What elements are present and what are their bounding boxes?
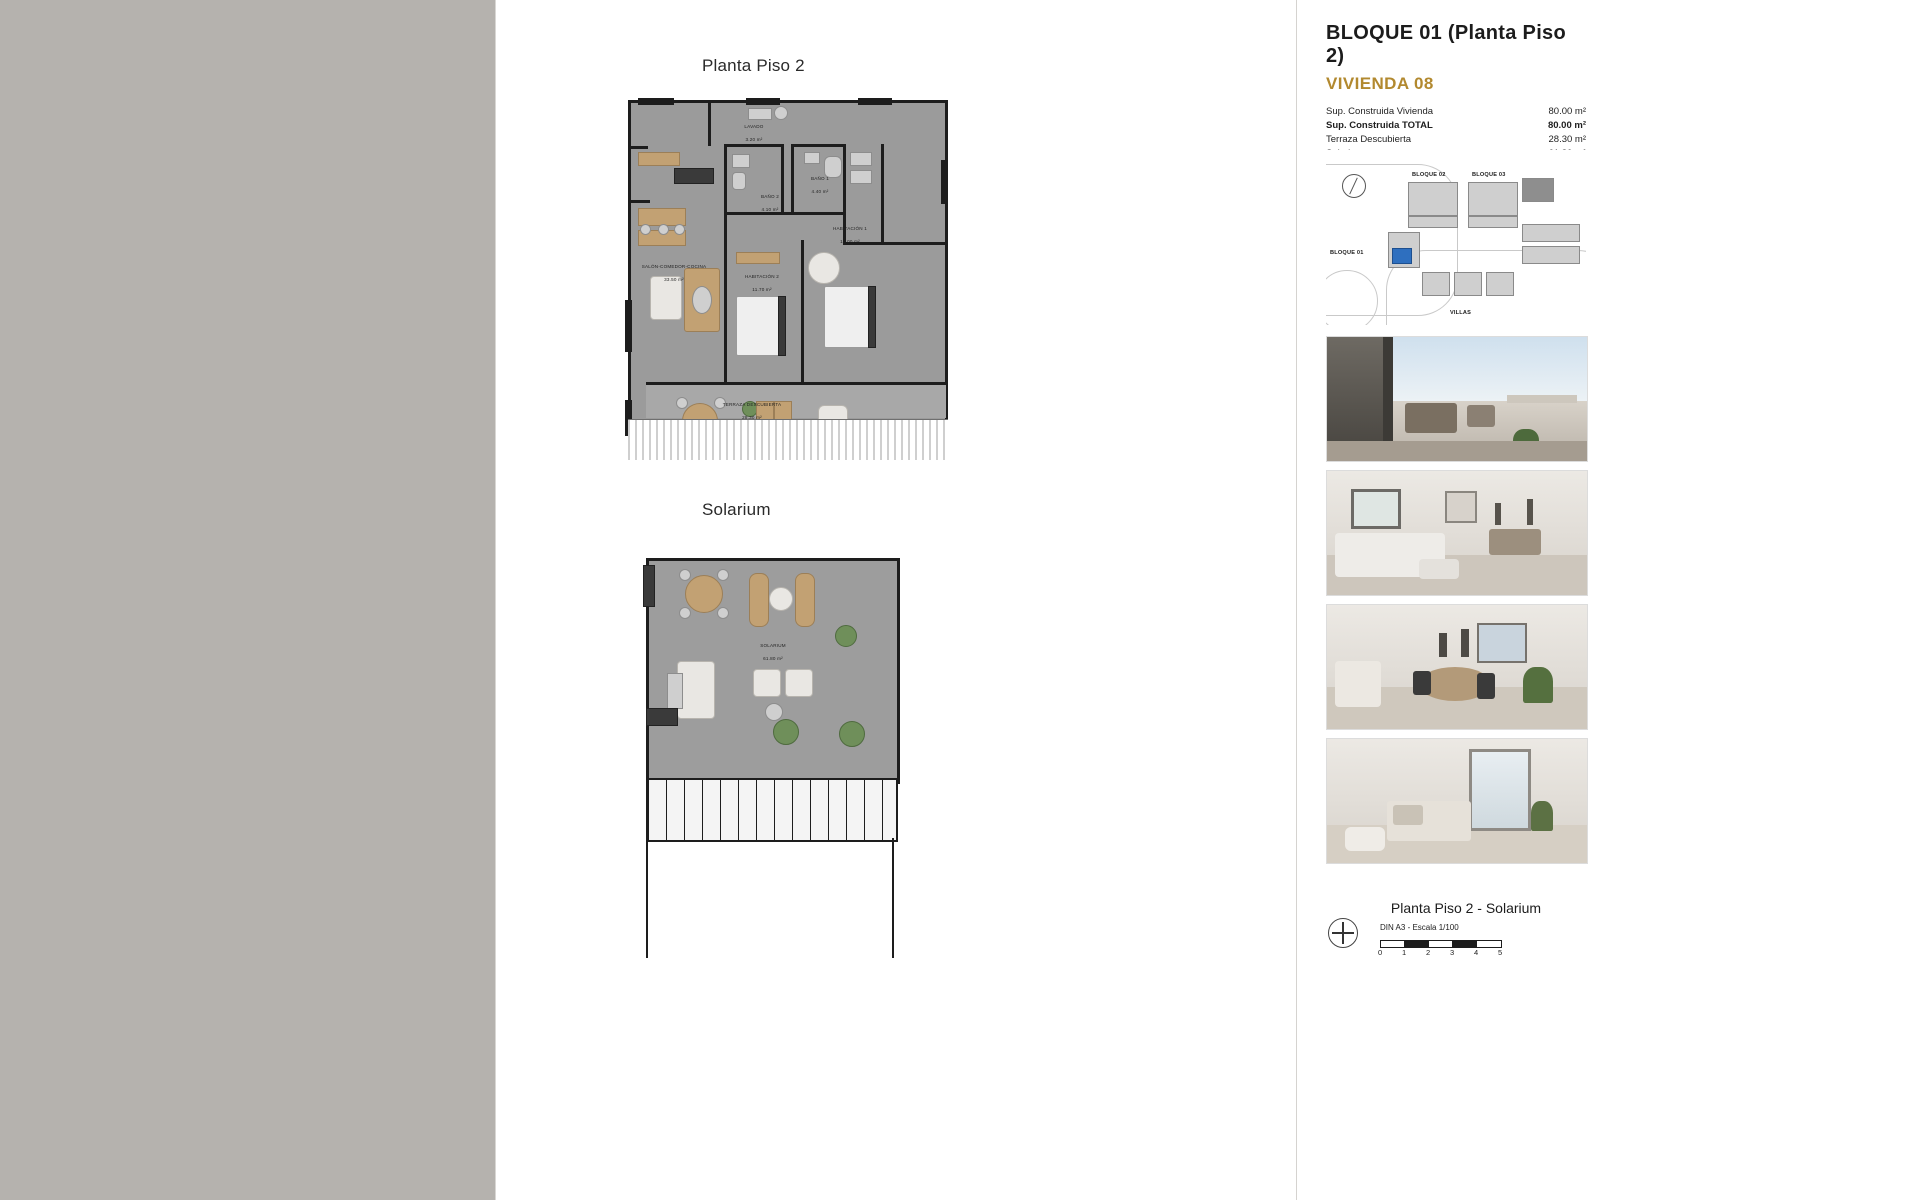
render-pillow	[1393, 805, 1423, 825]
bed-side	[778, 296, 786, 356]
page-title: BLOQUE 01 (Planta Piso 2)	[1326, 22, 1566, 67]
render-plant	[1531, 801, 1553, 831]
site-map	[1326, 150, 1586, 325]
spec-row	[1326, 118, 1586, 132]
scale-text: DIN A3 - Escala 1/100	[1380, 923, 1459, 932]
north-arrow-icon	[1328, 918, 1358, 948]
lounger	[795, 573, 815, 627]
villa	[1454, 272, 1482, 296]
plant	[835, 625, 857, 647]
stairs	[646, 708, 678, 726]
room-label-terraza: TERRAZA DESCUBIERTA 28.30 m²	[722, 402, 782, 420]
ruler-tick: 0	[1378, 948, 1383, 957]
wall	[724, 240, 727, 382]
stair-shaft	[643, 565, 655, 607]
scale-ruler	[1380, 940, 1580, 956]
ruler-segment	[1476, 940, 1502, 948]
spec-row	[1326, 104, 1586, 118]
window	[941, 160, 948, 204]
outdoor-chair	[679, 607, 691, 619]
block-extra	[1522, 178, 1554, 202]
highlighted-unit	[1392, 248, 1412, 264]
terrace-area	[646, 382, 946, 418]
solarium-pergola	[646, 778, 898, 842]
floor-plan-piso2	[628, 100, 948, 460]
wall	[724, 144, 784, 147]
drawing-sheet	[496, 0, 1920, 1200]
villa	[1422, 272, 1450, 296]
coffee-table	[692, 286, 712, 314]
render-window	[1469, 749, 1531, 831]
sitemap-label-villas: VILLAS	[1450, 310, 1472, 316]
block-03	[1468, 182, 1518, 216]
living-room-render	[1326, 470, 1588, 596]
plant	[839, 721, 865, 747]
plan1-title: Planta Piso 2	[702, 56, 805, 75]
render-ottoman	[1419, 559, 1459, 579]
room-label-salon: SALÓN-COMEDOR-COCINA 33.50 m²	[641, 264, 707, 282]
render-pendant	[1527, 499, 1533, 525]
armchair	[808, 252, 840, 284]
wall	[628, 100, 948, 103]
chair	[658, 224, 669, 235]
ruler-tick: 4	[1474, 948, 1479, 957]
document-page	[496, 0, 1920, 1200]
spec-row	[1326, 132, 1586, 146]
outdoor-chair	[679, 569, 691, 581]
room-label-bano2: BAÑO 2 4.10 m²	[760, 194, 780, 212]
room-label-habitacion1: HABITACIÓN 1 14.00 m²	[833, 226, 867, 244]
bedroom-render	[1326, 738, 1588, 864]
kitchen-counter	[638, 152, 680, 166]
sitemap-label-bloque01: BLOQUE 01	[1330, 250, 1364, 256]
block-02	[1408, 182, 1458, 216]
outdoor-armchair	[753, 669, 781, 697]
sheet-divider	[1296, 0, 1297, 1200]
sink	[804, 152, 820, 164]
render-pendant	[1461, 629, 1469, 657]
wall	[724, 144, 727, 254]
render-railing	[1507, 395, 1577, 403]
sitemap-label-bloque03: BLOQUE 03	[1472, 172, 1506, 178]
spec-value: 28.30 m²	[1548, 133, 1586, 145]
villa-row	[1522, 246, 1580, 264]
ruler-tick: 2	[1426, 948, 1431, 957]
plan-hatching	[628, 419, 948, 460]
chair	[674, 224, 685, 235]
window	[746, 98, 780, 105]
wall	[791, 144, 846, 147]
terrace-render	[1326, 336, 1588, 462]
wall	[881, 144, 884, 244]
bed	[824, 286, 872, 348]
spec-value: 80.00 m²	[1547, 119, 1586, 131]
spec-label: Sup. Construida Vivienda	[1326, 105, 1434, 117]
wall	[628, 146, 648, 149]
plant	[773, 719, 799, 745]
render-artwork	[1445, 491, 1477, 523]
wall	[628, 200, 650, 203]
render-deck	[1327, 441, 1587, 461]
room-label-lavado: LAVADO 3.20 m²	[744, 124, 764, 142]
closet	[736, 252, 780, 264]
villa	[1486, 272, 1514, 296]
block-02-lower	[1408, 216, 1458, 228]
info-panel	[1326, 22, 1586, 160]
ruler-segment	[1380, 940, 1406, 948]
window	[638, 98, 674, 105]
render-sofa	[1405, 403, 1457, 433]
footer-title: Planta Piso 2 - Solarium	[1390, 900, 1542, 916]
coffee-table	[765, 703, 783, 721]
solarium-edge-left	[646, 838, 648, 958]
sink	[774, 106, 788, 120]
outdoor-chair	[717, 607, 729, 619]
side-table	[769, 587, 793, 611]
window	[858, 98, 892, 105]
shower	[732, 154, 750, 168]
render-pendant	[1439, 633, 1447, 657]
render-pendant	[1495, 503, 1501, 525]
unit-subtitle: VIVIENDA 08	[1326, 74, 1434, 93]
kitchen-island	[674, 168, 714, 184]
villa-row	[1522, 224, 1580, 242]
render-artwork	[1477, 623, 1527, 663]
render-chair	[1413, 671, 1431, 695]
ruler-tick: 1	[1402, 948, 1407, 957]
window	[625, 300, 632, 352]
render-sofa	[1335, 661, 1381, 707]
sun-bed	[667, 673, 683, 709]
dining-room-render	[1326, 604, 1588, 730]
render-artwork	[1351, 489, 1401, 529]
block-03-lower	[1468, 216, 1518, 228]
render-plant	[1523, 667, 1553, 703]
plan2-title: Solarium	[702, 500, 771, 519]
render-dining-table	[1489, 529, 1541, 555]
ruler-tick: 3	[1450, 948, 1455, 957]
sitemap-label-bloque02: BLOQUE 02	[1412, 172, 1446, 178]
bed-side	[868, 286, 876, 348]
spec-value: 80.00 m²	[1548, 105, 1586, 117]
outdoor-table	[685, 575, 723, 613]
toilet	[732, 172, 746, 190]
room-label-bano1: BAÑO 1 4.40 m²	[810, 176, 830, 194]
outdoor-chair	[717, 569, 729, 581]
wall	[801, 240, 804, 382]
room-label-solarium: SOLARIUM 61.80 m²	[760, 643, 786, 661]
outdoor-armchair	[785, 669, 813, 697]
wall	[708, 100, 711, 146]
room-label-habitacion2: HABITACIÓN 2 11.70 m²	[745, 274, 779, 292]
ruler-segment	[1404, 940, 1430, 948]
render-pouf	[1345, 827, 1385, 851]
floor-plan-solarium	[628, 548, 948, 908]
wardrobe	[850, 170, 872, 184]
solarium-edge-right	[892, 838, 894, 958]
outdoor-chair	[676, 397, 688, 409]
spec-label: Sup. Construida TOTAL	[1326, 119, 1433, 131]
compass-cross	[1332, 932, 1354, 934]
scale-block	[1326, 900, 1586, 957]
ruler-tick: 5	[1498, 948, 1503, 957]
render-armchair	[1467, 405, 1495, 427]
ruler-segment	[1452, 940, 1478, 948]
wardrobe	[850, 152, 872, 166]
north-arrow	[1342, 174, 1366, 198]
chair	[640, 224, 651, 235]
spec-label: Terraza Descubierta	[1326, 133, 1412, 145]
render-chair	[1477, 673, 1495, 699]
ruler-segment	[1428, 940, 1454, 948]
lounger	[749, 573, 769, 627]
solarium-outline	[646, 558, 900, 784]
bed	[736, 296, 782, 356]
